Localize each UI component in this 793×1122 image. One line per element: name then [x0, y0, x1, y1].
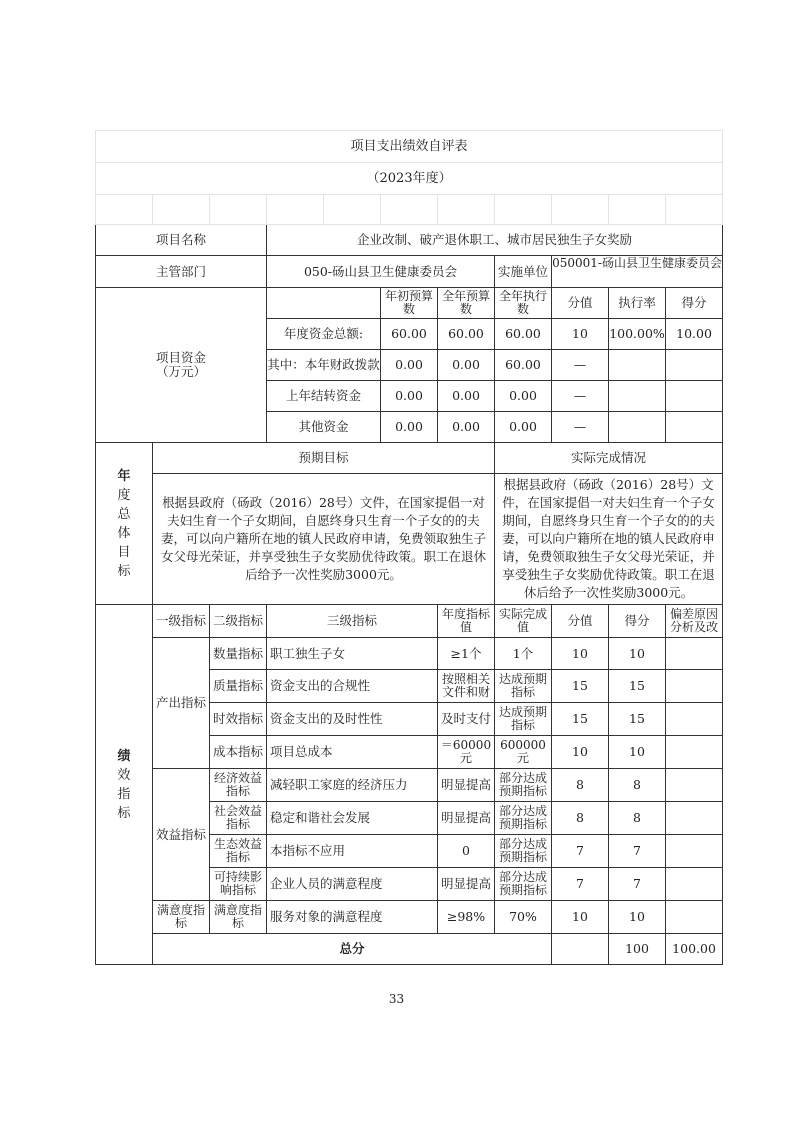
- header-level1: 一级指标: [153, 605, 210, 638]
- metric-level2: 生态效益指标: [210, 835, 267, 868]
- metric-target: ＝60000元: [438, 736, 495, 769]
- funds-initial: 60.00: [381, 319, 438, 350]
- project-name-value: 企业改制、破产退休职工、城市居民独生子女奖励: [267, 225, 723, 256]
- page-number: 33: [388, 992, 405, 1006]
- goal-label-char: 总: [117, 506, 131, 522]
- metric-level2: 可持续影响指标: [210, 868, 267, 901]
- funds-header-executed: 全年执行数: [495, 288, 552, 319]
- metric-deviation: [666, 670, 723, 703]
- table-title: 项目支出绩效自评表: [96, 131, 723, 163]
- metric-deviation: [666, 703, 723, 736]
- header-actual: 实际完成值: [495, 605, 552, 638]
- metric-target: 及时支付: [438, 703, 495, 736]
- implementing-unit-value: 050001-砀山县卫生健康委员会: [552, 256, 723, 288]
- funds-row-name: 上年结转资金: [267, 381, 381, 412]
- goal-label-char: 目: [117, 544, 131, 560]
- metric-score-value: 15: [552, 703, 609, 736]
- funds-annual: 0.00: [438, 350, 495, 381]
- blank-cell: [267, 195, 324, 225]
- funds-score-value: —: [552, 350, 609, 381]
- metric-level3: 职工独生子女: [267, 638, 438, 670]
- funds-annual: 60.00: [438, 319, 495, 350]
- funds-rate: [609, 412, 666, 443]
- funds-header-blank: [267, 288, 381, 319]
- metric-level3: 减轻职工家庭的经济压力: [267, 769, 438, 802]
- metric-level2: 成本指标: [210, 736, 267, 769]
- funds-header-score-value: 分值: [552, 288, 609, 319]
- blank-cell: [609, 195, 666, 225]
- metric-score: 8: [609, 802, 666, 835]
- metric-level2: 满意度指标: [210, 901, 267, 934]
- metric-row: [96, 769, 723, 802]
- funds-score-value: —: [552, 381, 609, 412]
- header-level2: 二级指标: [210, 605, 267, 638]
- metric-target: 明显提高: [438, 868, 495, 901]
- implementing-unit-label: 实施单位: [495, 256, 552, 288]
- metric-level2: 数量指标: [210, 638, 267, 670]
- performance-metrics-label: [96, 605, 153, 965]
- metric-target: 按照相关文件和财: [438, 670, 495, 703]
- metric-deviation: [666, 802, 723, 835]
- metric-deviation: [666, 901, 723, 934]
- department-value: 050-砀山县卫生健康委员会: [267, 256, 495, 288]
- metric-level3: 资金支出的合规性: [267, 670, 438, 703]
- metric-score: 15: [609, 670, 666, 703]
- metric-actual: 部分达成预期指标: [495, 802, 552, 835]
- blank-cell: [438, 195, 495, 225]
- metric-target: 0: [438, 835, 495, 868]
- metric-score: 10: [609, 638, 666, 670]
- actual-completion-text: 根据县政府（砀政（2016）28号）文件，在国家提倡一对夫妇生育一个子女期间，自愿终身只生育一个子女的的夫妻，可以向户籍所在地的镇人民政府申请，免费领取独生子女父母光荣证，并享受独生子女奖励优待政策。职工在退休后给予一次性奖励3000元。: [495, 474, 723, 605]
- metric-score: 10: [609, 901, 666, 934]
- metric-target: ≥98%: [438, 901, 495, 934]
- funds-executed: 60.00: [495, 350, 552, 381]
- level1-benefit: 效益指标: [153, 769, 210, 901]
- blank-cell: [495, 195, 552, 225]
- level1-output: 产出指标: [153, 638, 210, 769]
- funds-rate: [609, 350, 666, 381]
- total-row: [96, 934, 723, 965]
- funds-score-value: 10: [552, 319, 609, 350]
- goal-label-char: 标: [117, 563, 131, 579]
- metric-level3: 资金支出的及时性性: [267, 703, 438, 736]
- metric-score-value: 7: [552, 868, 609, 901]
- total-score: 100.00: [666, 934, 723, 965]
- metric-score: 8: [609, 769, 666, 802]
- metrics-label-char: 标: [117, 805, 131, 821]
- metric-score-value: 10: [552, 736, 609, 769]
- metric-deviation: [666, 769, 723, 802]
- metric-target: 明显提高: [438, 769, 495, 802]
- metric-level2: 社会效益指标: [210, 802, 267, 835]
- metric-actual: 1个: [495, 638, 552, 670]
- blank-cell: [666, 195, 723, 225]
- funds-label-line2: （万元）: [155, 364, 206, 379]
- funds-initial: 0.00: [381, 381, 438, 412]
- header-score-value: 分值: [552, 605, 609, 638]
- funds-executed: 0.00: [495, 381, 552, 412]
- funds-annual: 0.00: [438, 412, 495, 443]
- funds-score: [666, 350, 723, 381]
- metric-deviation: [666, 638, 723, 670]
- fiscal-year: （2023年度）: [96, 163, 723, 195]
- funds-row-name: 其他资金: [267, 412, 381, 443]
- department-label: 主管部门: [96, 256, 267, 288]
- evaluation-table: [95, 130, 723, 965]
- expected-goals-header: 预期目标: [153, 443, 495, 474]
- metrics-label-char: 绩: [117, 748, 131, 764]
- blank-cell: [552, 195, 609, 225]
- actual-completion-header: 实际完成情况: [495, 443, 723, 474]
- funds-executed: 60.00: [495, 319, 552, 350]
- metric-level2: 质量指标: [210, 670, 267, 703]
- goal-label-char: 度: [117, 487, 131, 503]
- goal-label-char: 体: [117, 525, 131, 541]
- blank-cell: [153, 195, 210, 225]
- funds-score: 10.00: [666, 319, 723, 350]
- metric-level3: 企业人员的满意程度: [267, 868, 438, 901]
- funds-initial: 0.00: [381, 412, 438, 443]
- project-name-label: 项目名称: [96, 225, 267, 256]
- metric-score-value: 7: [552, 835, 609, 868]
- blank-cell: [96, 195, 153, 225]
- metric-actual: 部分达成预期指标: [495, 835, 552, 868]
- annual-goals-label: [96, 443, 153, 605]
- metric-score-value: 8: [552, 802, 609, 835]
- funds-score: [666, 412, 723, 443]
- metric-actual: 70%: [495, 901, 552, 934]
- funds-header-annual: 全年预算数: [438, 288, 495, 319]
- funds-label: [96, 288, 267, 443]
- metric-score-value: 8: [552, 769, 609, 802]
- metric-target: 明显提高: [438, 802, 495, 835]
- metric-level3: 项目总成本: [267, 736, 438, 769]
- metric-level3: 服务对象的满意程度: [267, 901, 438, 934]
- funds-annual: 0.00: [438, 381, 495, 412]
- header-level3: 三级指标: [267, 605, 438, 638]
- goal-label-char: 年: [117, 468, 131, 484]
- metric-target: ≥1个: [438, 638, 495, 670]
- metric-row: [96, 901, 723, 934]
- metric-level3: 稳定和谐社会发展: [267, 802, 438, 835]
- metric-score-value: 10: [552, 638, 609, 670]
- level1-satisfaction: 满意度指标: [153, 901, 210, 934]
- blank-cell: [324, 195, 381, 225]
- metric-level3: 本指标不应用: [267, 835, 438, 868]
- metrics-label-char: 指: [117, 786, 131, 802]
- metric-score: 10: [609, 736, 666, 769]
- funds-header-rate: 执行率: [609, 288, 666, 319]
- metric-score: 15: [609, 703, 666, 736]
- blank-cell: [210, 195, 267, 225]
- total-score-value: 100: [609, 934, 666, 965]
- header-deviation: 偏差原因分析及改: [666, 605, 723, 638]
- funds-initial: 0.00: [381, 350, 438, 381]
- funds-rate: [609, 381, 666, 412]
- total-label: 总分: [153, 934, 552, 965]
- metric-actual: 部分达成预期指标: [495, 769, 552, 802]
- metric-actual: 达成预期指标: [495, 670, 552, 703]
- metric-score: 7: [609, 835, 666, 868]
- funds-header-score: 得分: [666, 288, 723, 319]
- expected-goals-text: 根据县政府（砀政（2016）28号）文件，在国家提倡一对夫妇生育一个子女期间，自愿终身只生育一个子女的的夫妻，可以向户籍所在地的镇人民政府申请，免费领取独生子女父母光荣证，并享受独生子女奖励优待政策。职工在退休后给予一次性奖励3000元。: [153, 474, 495, 605]
- metric-actual: 600000元: [495, 736, 552, 769]
- header-target: 年度指标值: [438, 605, 495, 638]
- metric-score-value: 15: [552, 670, 609, 703]
- funds-executed: 0.00: [495, 412, 552, 443]
- metric-level2: 经济效益指标: [210, 769, 267, 802]
- funds-score: [666, 381, 723, 412]
- blank-cell: [381, 195, 438, 225]
- funds-row-name: 年度资金总额:: [267, 319, 381, 350]
- funds-score-value: —: [552, 412, 609, 443]
- metric-actual: 达成预期指标: [495, 703, 552, 736]
- metric-deviation: [666, 835, 723, 868]
- metric-score: 7: [609, 868, 666, 901]
- total-actual: [552, 934, 609, 965]
- metric-deviation: [666, 868, 723, 901]
- funds-label-line1: 项目资金: [155, 350, 206, 365]
- metric-level2: 时效指标: [210, 703, 267, 736]
- funds-rate: 100.00%: [609, 319, 666, 350]
- header-score: 得分: [609, 605, 666, 638]
- metric-deviation: [666, 736, 723, 769]
- metrics-label-char: 效: [117, 767, 131, 783]
- funds-row-name: 其中：本年财政拨款: [267, 350, 381, 381]
- performance-self-evaluation-sheet: [95, 130, 722, 965]
- metric-row: [96, 638, 723, 670]
- metric-score-value: 10: [552, 901, 609, 934]
- metric-actual: 部分达成预期指标: [495, 868, 552, 901]
- funds-header-initial: 年初预算数: [381, 288, 438, 319]
